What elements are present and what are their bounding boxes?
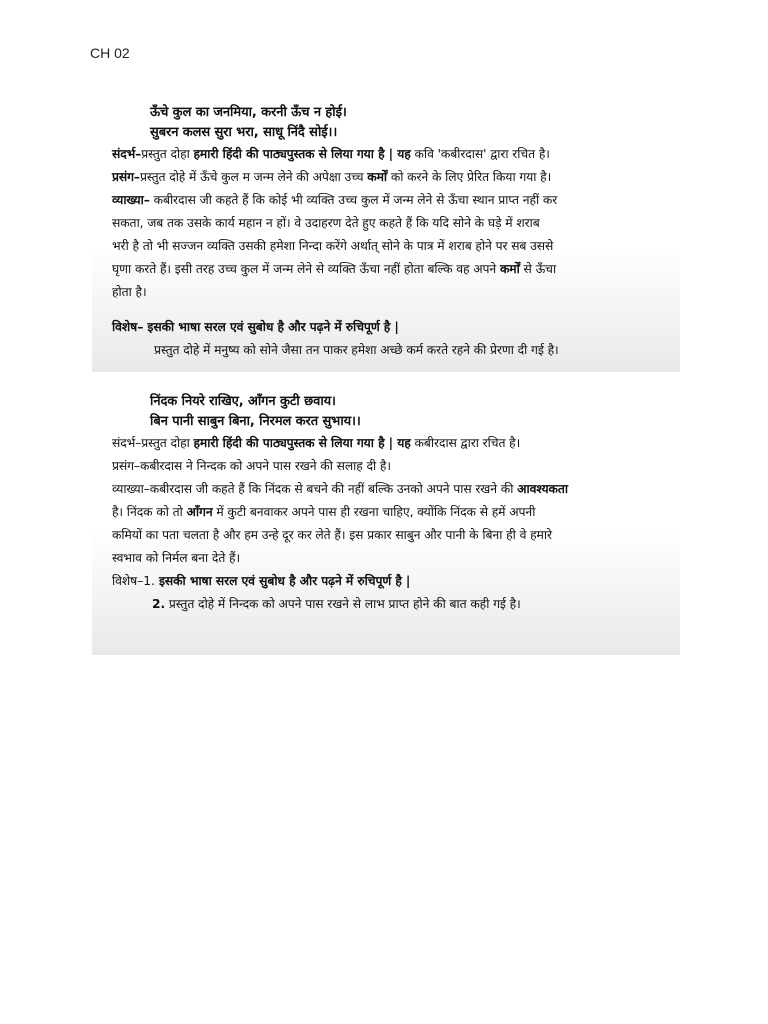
scanned-excerpt-2: [92, 378, 680, 655]
sandarbh-text-end: कवि 'कबीरदास' द्वारा रचित है।: [410, 147, 550, 161]
sandarbh-text-end: कबीरदास द्वारा रचित है।: [410, 436, 521, 450]
prasang-text-end: को करने के लिए प्रेरित किया गया है।: [387, 170, 552, 184]
vyakhya-line-1: [112, 478, 662, 501]
vishesh-line-2: प्रस्तुत दोहे में मनुष्य को सोने जैसा तन पाकर हमेशा अच्छे कर्म करते रहने की प्रेरणा दी गई है।: [154, 343, 559, 357]
vishesh-text: इसकी भाषा सरल एवं सुबोध है और पढ़ने में रुचिपूर्ण है |: [143, 320, 399, 334]
sandarbh-text: प्रस्तुत दोहा: [141, 147, 194, 161]
vyakhya-line-4-text: घृणा करते हैं। इसी तरह उच्च कुल में जन्म लेने से व्यक्ति ऊँचा नहीं होता बल्कि वह अपने: [112, 262, 500, 276]
vishesh-paragraph: [112, 316, 662, 339]
prasang-text: प्रस्तुत दोहे में ऊँचे कुल म जन्म लेने की अपेक्षा उच्च: [139, 170, 368, 184]
vyakhya-bold-word-2: आँगन: [186, 505, 213, 519]
prasang-paragraph: [112, 166, 662, 189]
vyakhya-line-2: [112, 501, 662, 524]
sandarbh-label: संदर्भ–: [112, 147, 142, 161]
scanned-excerpt-1: [92, 95, 680, 372]
sandarbh-label: संदर्भ–: [112, 436, 142, 450]
prasang-paragraph: प्रसंग–कबीरदास ने निन्दक को अपने पास रखने की सलाह दी है।: [112, 459, 391, 473]
spacer: [112, 304, 662, 316]
vishesh-line-2-text: प्रस्तुत दोहे में निन्दक को अपने पास रखने से लाभ प्राप्त होने की बात कही गई है।: [165, 597, 521, 611]
vishesh-label: विशेष–: [112, 320, 144, 334]
couplet-line-2: बिन पानी साबुन बिना, निरमल करत सुभाय।।: [150, 414, 361, 429]
vyakhya-line-3: कमियों का पता चलता है और हम उन्हे दूर कर लेते हैं। इस प्रकार साबुन और पानी के बिना ही वे हमारे: [112, 528, 552, 542]
prasang-label: प्रसंग–: [112, 170, 140, 184]
vishesh-label: विशेष–1.: [112, 574, 155, 588]
couplet-line-1: ऊँचे कुल का जनमिया, करनी ऊँच न होई।: [150, 105, 347, 120]
vyakhya-line-4: [112, 258, 662, 281]
sandarbh-paragraph: [112, 432, 662, 455]
vyakhya-line-1: [112, 189, 662, 212]
prasang-bold-word: कर्मों: [367, 170, 388, 184]
vyakhya-line-4: स्वभाव को निर्मल बना देते हैं।: [112, 551, 241, 565]
vyakhya-label: व्याख्या–: [112, 193, 150, 207]
vishesh-number: 2.: [152, 597, 166, 611]
sandarbh-bold-text: हमारी हिंदी की पाठ्यपुस्तक से लिया गया है | यह: [193, 147, 411, 161]
couplet-line-2: सुबरन कलस सुरा भरा, साधू निंदै सोई।।: [150, 125, 338, 140]
vyakhya-line-2-end: में कुटी बनवाकर अपने पास ही रखना चाहिए, क्योंकि निंदक से हमें अपनी: [212, 505, 536, 519]
vishesh-text: इसकी भाषा सरल एवं सुबोध है और पढ़ने में रुचिपूर्ण है |: [154, 574, 411, 588]
vishesh-paragraph: [112, 570, 662, 593]
chapter-heading: CH 02: [90, 45, 130, 61]
sandarbh-bold-text: हमारी हिंदी की पाठ्यपुस्तक से लिया गया है | यह: [193, 436, 411, 450]
couplet-line-1: निंदक नियरे राखिए, आँगन कुटी छवाय।: [150, 394, 336, 409]
vyakhya-text: व्याख्या–कबीरदास जी कहते हैं कि निंदक से बचने की नहीं बल्कि उनको अपने पास रखने की: [112, 482, 518, 496]
vyakhya-line-4-end: से ऊँचा: [519, 262, 557, 276]
vyakhya-line-3: भरी है तो भी सज्जन व्यक्ति उसकी हमेशा निन्दा करेंगे अर्थात् सोने के पात्र में शराब होने पर सब उससे: [112, 239, 554, 253]
vyakhya-text: कबीरदास जी कहते हैं कि कोई भी व्यक्ति उच्च कुल में जन्म लेने से ऊँचा स्थान प्राप्त नहीं कर: [149, 193, 558, 207]
vyakhya-bold-word: आवश्यकता: [517, 482, 568, 496]
sandarbh-text: प्रस्तुत दोहा: [141, 436, 194, 450]
sandarbh-paragraph: [112, 143, 662, 166]
vyakhya-line-2-text: है। निंदक को तो: [112, 505, 187, 519]
vyakhya-line-5: होता है।: [112, 285, 147, 299]
vishesh-line-2: [112, 593, 662, 616]
vyakhya-bold-word: कर्मों: [499, 262, 520, 276]
vyakhya-line-2: सकता, जब तक उसके कार्य महान न हों। वे उदाहरण देते हुए कहते हैं कि यदि सोने के घड़े में शराब: [112, 216, 540, 230]
